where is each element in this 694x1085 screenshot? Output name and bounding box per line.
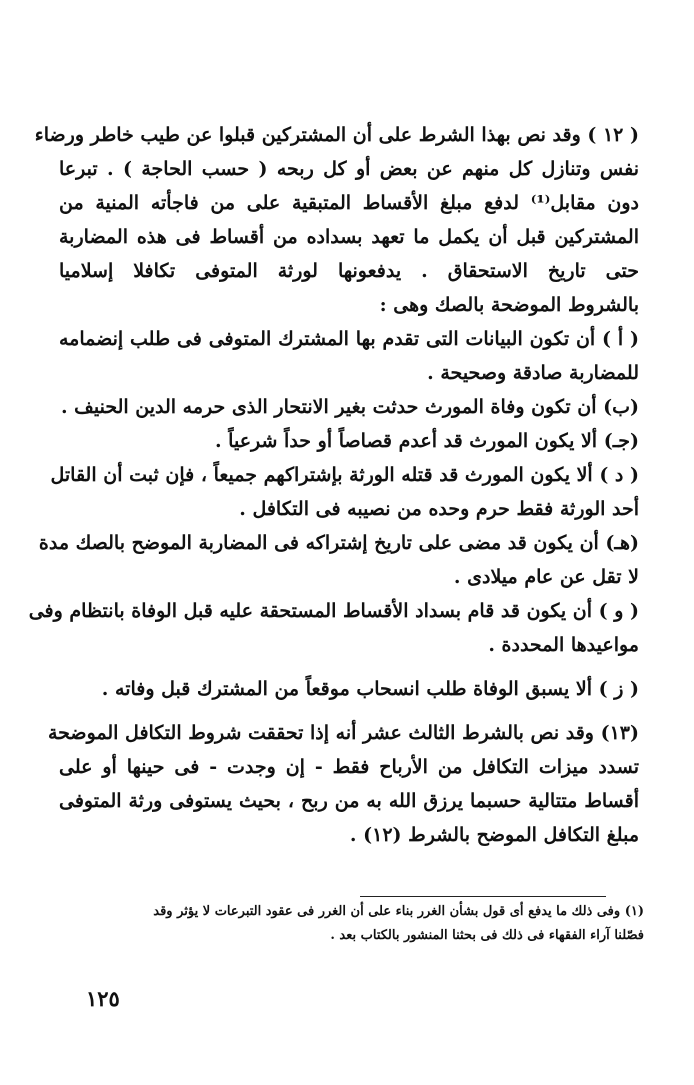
footnote-line: (١) وفى ذلك ما يدفع أى قول بشأن الغرر بناء على أن الغرر فى عقود التبرعات لا يؤثر وقد	[153, 904, 644, 919]
body-line: ( ١٢ ) وقد نص بهذا الشرط على أن المشتركين قبلوا عن طيب خاطر ورضاء	[34, 124, 639, 146]
body-line: المشتركين قبل أن يكمل ما تعهد بسداده من أقساط فى هذه المضاربة	[59, 226, 639, 248]
page-number: ١٢٥	[86, 986, 120, 1011]
body-line: أقساط متتالية حسبما يرزق الله به من ربح ، بحيث يستوفى ورثة المتوفى	[59, 790, 639, 812]
body-line: بالشروط الموضحة بالصك وهى :	[379, 294, 639, 316]
body-line: ( د ) ألا يكون المورث قد قتله الورثة بإشتراكهم جميعاً ، فإن ثبت أن القاتل	[50, 464, 639, 486]
body-line: (١٣) وقد نص بالشرط الثالث عشر أنه إذا تحققت شروط التكافل الموضحة	[47, 722, 639, 744]
body-line: أحد الورثة فقط حرم وحده من نصيبه فى التكافل .	[239, 498, 639, 520]
body-line: تسدد ميزات التكافل من الأرباح فقط - إن وجدت - فى حينها أو على	[59, 756, 639, 778]
body-line: مبلغ التكافل الموضح بالشرط (١٢) .	[349, 824, 639, 846]
body-line: دون مقابل⁽¹⁾ لدفع مبلغ الأقساط المتبقية على من فاجأته المنية من	[59, 192, 639, 214]
footnote-separator	[360, 896, 606, 897]
body-line: (هـ) أن يكون قد مضى على تاريخ إشتراكه فى المضاربة الموضح بالصك مدة	[38, 532, 639, 554]
body-line: مواعيدها المحددة .	[488, 634, 639, 656]
body-line: حتى تاريخ الاستحقاق . يدفعونها لورثة المتوفى تكافلا إسلاميا	[59, 260, 639, 282]
body-line: نفس وتنازل كل منهم عن بعض أو كل ربحه ( حسب الحاجة ) . تبرعا	[59, 158, 639, 180]
body-line: (ب) أن تكون وفاة المورث حدثت بغير الانتحار الذى حرمه الدين الحنيف .	[60, 396, 639, 418]
footnote-line: فصّلنا آراء الفقهاء فى ذلك فى بحثنا المنشور بالكتاب بعد .	[330, 928, 644, 943]
body-line: ( ز ) ألا يسبق الوفاة طلب انسحاب موقعاً من المشترك قبل وفاته .	[101, 678, 639, 700]
body-line: للمضاربة صادقة وصحيحة .	[427, 362, 639, 384]
body-line: ( أ ) أن تكون البيانات التى تقدم بها المشترك المتوفى فى طلب إنضمامه	[59, 328, 639, 350]
body-line: (جـ) ألا يكون المورث قد أعدم قصاصاً أو حداً شرعياً .	[214, 430, 639, 452]
body-line: ( و ) أن يكون قد قام بسداد الأقساط المستحقة عليه قبل الوفاة بانتظام وفى	[28, 600, 639, 622]
body-line: لا تقل عن عام ميلادى .	[453, 566, 639, 588]
